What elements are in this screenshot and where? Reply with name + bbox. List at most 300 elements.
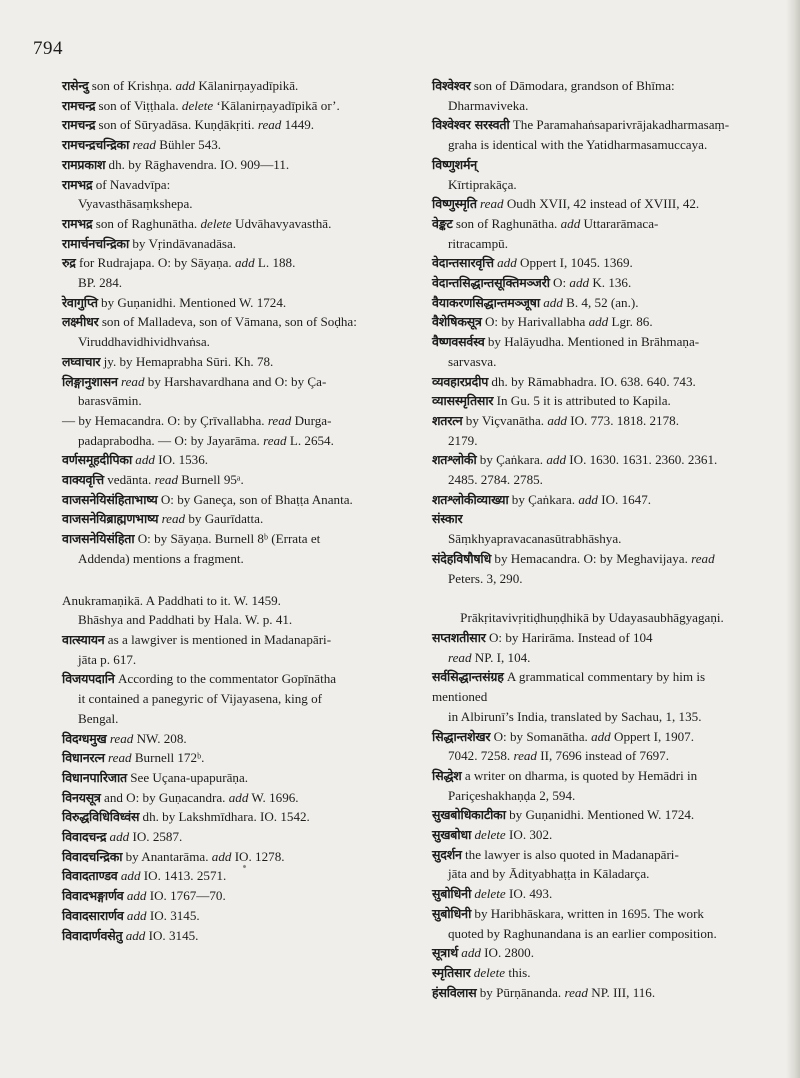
entry-continuation (432, 234, 752, 254)
entry-reference: 1449. (281, 117, 315, 133)
entry-reference: NP. III, 116. (587, 984, 656, 1000)
sanskrit-headword: रामचन्द्र (62, 97, 96, 113)
entry-text: as a lawgiver is mentioned in Madanapāri- (104, 631, 332, 647)
entry (62, 788, 380, 808)
entry (432, 76, 752, 115)
entry (62, 529, 380, 568)
entry-reference: IO. 3145. (146, 907, 200, 923)
entry-text: dh. by Lakshmīdhara. IO. 1542. (139, 809, 310, 825)
entry-continuation (432, 924, 752, 944)
entry (62, 372, 380, 411)
entry-continuation (432, 135, 752, 155)
entry-reference: Uttararāmaca- (580, 215, 659, 231)
entry (432, 608, 752, 628)
editorial-mark: add (234, 255, 255, 271)
entry-text: son of Malladeva, son of Vāmana, son of Soḍha: (98, 314, 357, 330)
entry (432, 549, 752, 588)
entry (432, 667, 752, 726)
sanskrit-headword: विवादभङ्गार्णव (62, 888, 124, 904)
sanskrit-headword: सर्वसिद्धान्तसंग्रह (432, 669, 504, 685)
sanskrit-headword: रासेन्दु (62, 78, 89, 93)
sanskrit-headword: लिङ्गानुशासन (62, 373, 118, 389)
sanskrit-headword: विश्वेश्वर सरस्वती (432, 117, 510, 133)
editorial-mark: add (211, 848, 232, 864)
sanskrit-headword: सूत्रार्थ (432, 945, 458, 961)
sanskrit-headword: विदग्धमुख (62, 730, 107, 746)
entry (62, 155, 380, 175)
editorial-mark: read (691, 550, 715, 566)
entry (62, 768, 380, 788)
entry-reference: IO. 773. 1818. 2178. (566, 412, 679, 428)
left-column-b-block (62, 591, 380, 946)
entry (62, 175, 380, 214)
sanskrit-headword: सप्तशतीसार (432, 629, 486, 645)
sanskrit-headword: लघ्वाचार (62, 353, 101, 369)
entry-continuation (62, 709, 380, 729)
entry (432, 214, 752, 253)
entry-continuation (432, 569, 752, 589)
entry-continuation (432, 96, 752, 116)
continuation-text: Dharmaviveka. (448, 97, 529, 113)
editorial-mark: read (267, 412, 292, 428)
editorial-mark: read (154, 472, 179, 488)
entry-reference: IO. 2587. (129, 829, 183, 845)
entry-continuation (432, 431, 752, 451)
sanskrit-headword: वाक्यवृत्ति (62, 472, 104, 488)
editorial-mark: add (578, 491, 598, 507)
sanskrit-headword: सुखबोधिकाटीका (432, 807, 506, 823)
entry-text: son of Sūryadāsa. Kuṇḍākṛiti. (95, 117, 258, 133)
entry (62, 729, 380, 749)
entry-text: dh. by Rāmabhadra. IO. 638. 640. 743. (488, 373, 696, 389)
editorial-mark: delete (474, 886, 506, 902)
sanskrit-headword: विवादचन्द्रिका (62, 848, 123, 864)
entry-reference: IO. 1278. (231, 848, 285, 864)
continuation-reference: II, 7696 instead of 7697. (536, 748, 669, 764)
sanskrit-headword: व्यासस्मृतिसार (432, 393, 494, 409)
entry (432, 115, 752, 154)
entry-text: by Hemacandra. O: by Meghavijaya. (491, 550, 692, 566)
editorial-mark: add (546, 452, 566, 468)
entry (62, 293, 380, 313)
editorial-mark: read (480, 196, 504, 212)
entry (432, 293, 752, 313)
entry-text: O: by Ganeça, son of Bhaṭṭa Ananta. (157, 491, 353, 507)
entry-text: son of Dāmodara, grandson of Bhīma: (470, 78, 675, 93)
entry-continuation (432, 175, 752, 195)
entry (62, 96, 380, 116)
entry (432, 825, 752, 845)
sanskrit-headword: विश्वेश्वर (432, 78, 471, 93)
sanskrit-headword: शतश्लोकीव्याख्या (432, 491, 509, 507)
continuation-text: sarvasva. (448, 353, 497, 369)
entry-reference: IO. 302. (505, 827, 553, 843)
continuation-text: Bhāshya and Paddhati by Hala. W. p. 41. (78, 612, 293, 628)
entry-text: son of Raghunātha. (452, 215, 561, 231)
continuation-text: Sāṃkhyapravacanasūtrabhāshya. (448, 531, 622, 547)
entry-reference: Oppert I, 1907. (610, 728, 694, 744)
entry-text: In Gu. 5 it is attributed to Kapila. (493, 393, 671, 409)
entry (432, 490, 752, 510)
entry-text: A grammatical commentary by him is mentioned (432, 669, 706, 705)
entry (62, 630, 380, 669)
entry-reference: IO. 3145. (145, 927, 199, 943)
continuation-text: jāta and by Ādityabhaṭṭa in Kāladarça. (448, 866, 650, 882)
entry-reference: Durga- (291, 412, 332, 428)
editorial-mark: delete (200, 215, 232, 231)
editorial-mark: add (175, 78, 196, 93)
sanskrit-headword: विष्णुस्मृति (432, 196, 477, 212)
continuation-text: NP. I, 104. (471, 649, 531, 665)
entry (432, 509, 752, 548)
continuation-reference: L. 2654. (286, 432, 334, 448)
editorial-mark: delete (473, 964, 506, 980)
entry-reference: Oppert I, 1045. 1369. (516, 255, 633, 271)
entry (432, 253, 752, 273)
editorial-mark: add (497, 255, 517, 271)
entry-text: son of Raghunātha. (92, 215, 201, 231)
editorial-mark: add (126, 888, 147, 904)
entry-continuation (432, 786, 752, 806)
editorial-mark: add (543, 294, 563, 310)
entry-text: O: by Harirāma. Instead of 104 (485, 629, 653, 645)
entry (62, 827, 380, 847)
right-column (432, 76, 752, 1002)
entry-text: son of Viṭṭhala. (95, 97, 182, 113)
sanskrit-headword: शतरत्न (432, 412, 463, 428)
sanskrit-headword: विष्णुशर्मन् (432, 156, 477, 172)
entry-text: by Pūrṇānanda. (476, 984, 565, 1000)
entry (62, 509, 380, 529)
entry-text: by Halāyudha. Mentioned in Brāhmaṇa- (484, 334, 700, 350)
entry-reference: Lgr. 86. (608, 314, 653, 330)
editorial-mark: add (109, 829, 130, 845)
entry-continuation (432, 648, 752, 668)
entry (62, 312, 380, 351)
continuation-text: Addenda) mentions a fragment. (78, 550, 244, 566)
page-edge-shadow (786, 0, 800, 1078)
entry (432, 194, 752, 214)
entry-text: Prākṛitavivṛitiḍhuṇḍhikā by Udayasaubhāgyagaṇi. (460, 610, 724, 626)
continuation-text: barasvāmin. (78, 393, 142, 409)
entry (432, 884, 752, 904)
editorial-mark: read (513, 748, 537, 764)
entry-text: — by Hemacandra. O: by Çrīvallabha. (62, 412, 268, 428)
entry (432, 450, 752, 489)
entry (62, 76, 380, 96)
entry-text: Anukramaṇikā. A Paddhati to it. W. 1459. (62, 592, 281, 608)
sanskrit-headword: सिद्धेश (432, 767, 462, 783)
entry-reference: ‘Kālanirṇayadīpikā or’. (213, 97, 340, 113)
entry (62, 352, 380, 372)
entry-reference: B. 4, 52 (an.). (562, 294, 639, 310)
editorial-mark: read (109, 730, 134, 746)
editorial-mark: read (257, 117, 282, 133)
entry (62, 234, 380, 254)
entry (62, 450, 380, 470)
entry (432, 273, 752, 293)
sanskrit-headword: विवादार्णवसेतु (62, 927, 123, 943)
entry-reference: IO. 493. (505, 886, 553, 902)
entry (432, 411, 752, 450)
continuation-text: 2485. 2784. 2785. (448, 472, 543, 488)
sanskrit-headword: लक्ष्मीधर (62, 314, 99, 330)
sanskrit-headword: विनयसूत्र (62, 789, 101, 805)
continuation-text: Pariçeshakhaṇḍa 2, 594. (448, 787, 576, 803)
entry (62, 886, 380, 906)
sanskrit-headword: विजयपदानि (62, 671, 115, 687)
editorial-mark: add (591, 728, 611, 744)
entry (432, 963, 752, 983)
entry-text: According to the commentator Gopīnātha (114, 671, 337, 687)
right-column-block (432, 76, 752, 588)
continuation-text: it contained a panegyric of Vijayasena, king of (78, 691, 323, 707)
sanskrit-headword: वेङ्कट (432, 215, 453, 231)
entry-text: by Viçvanātha. (462, 412, 548, 428)
entry-text: by Çaṅkara. (508, 491, 579, 507)
continuation-text: quoted by Raghunandana is an earlier composition. (448, 925, 717, 941)
editorial-mark: read (108, 750, 132, 766)
entry (62, 115, 380, 135)
editorial-mark: add (125, 927, 146, 943)
sanskrit-headword: विवादसारार्णव (62, 907, 124, 923)
entry (62, 748, 380, 768)
entry-reference: IO. 1767—70. (146, 888, 226, 904)
entry-reference: IO. 1536. (154, 452, 209, 468)
sanskrit-headword: वाजसनेयिसंहिताभाष्य (62, 491, 158, 507)
entry (432, 727, 752, 766)
entry (432, 372, 752, 392)
entry (432, 155, 752, 194)
entry (432, 904, 752, 943)
continuation-text: Peters. 3, 290. (448, 570, 523, 586)
sanskrit-headword: रुद्र (62, 255, 76, 271)
entry (432, 391, 752, 411)
entry (62, 807, 380, 827)
sanskrit-headword: रामचन्द्रचन्द्रिका (62, 137, 130, 153)
entry-text: by Guṇanidhi. Mentioned W. 1724. (505, 807, 695, 823)
continuation-text: padaprabodha. — O: by Jayarāma. (78, 432, 264, 448)
sanskrit-headword: विवादचन्द्र (62, 829, 107, 845)
right-column-b-block (432, 608, 752, 1002)
entry-reference: Burnell 95ᵃ. (178, 472, 244, 488)
entry-text: by Anantarāma. (122, 848, 212, 864)
entry-reference: Burnell 172ᵇ. (131, 750, 205, 766)
continuation-text: BP. 284. (78, 275, 123, 291)
editorial-mark: delete (474, 827, 506, 843)
entry-reference: Bühler 543. (155, 137, 222, 153)
entry-reference: IO. 2800. (480, 945, 535, 961)
entry-continuation (62, 650, 380, 670)
sanskrit-headword: वैशेषिकसूत्र (432, 314, 482, 330)
entry-reference: Udvāhavyavasthā. (231, 215, 332, 231)
editorial-mark: read (263, 432, 287, 448)
sanskrit-headword: शतश्लोकी (432, 452, 477, 468)
editorial-mark: read (121, 373, 145, 389)
sanskrit-headword: विधानरत्न (62, 750, 105, 766)
entry-text: by Çaṅkara. (476, 452, 547, 468)
entry (62, 906, 380, 926)
entry-text: O: by Harivallabha (481, 314, 589, 330)
entry (62, 411, 380, 450)
editorial-mark: add (228, 789, 249, 805)
entry (432, 628, 752, 667)
sanskrit-headword: वात्स्यायन (62, 631, 105, 647)
sanskrit-headword: रामार्चनचन्द्रिका (62, 235, 130, 251)
entry (432, 805, 752, 825)
entry-text: jy. by Hemaprabha Sūri. Kh. 78. (100, 353, 274, 369)
sanskrit-headword: विरुद्धविधिविध्वंस (62, 809, 140, 825)
sanskrit-headword: विवादताण्डव (62, 868, 118, 884)
editorial-mark: add (569, 275, 590, 291)
entry-continuation (62, 273, 380, 293)
sanskrit-headword: सुखबोधा (432, 827, 472, 843)
entry-text: See Uçana-upapurāṇa. (126, 769, 249, 785)
entry (62, 470, 380, 490)
continuation-text: 2179. (448, 432, 478, 448)
sanskrit-headword: हंसविलास (432, 984, 477, 1000)
entry-text: O: (549, 275, 570, 291)
entry-reference: this. (505, 964, 531, 980)
entry (432, 983, 752, 1003)
continuation-text: graha is identical with the Yatidharmasamuccaya. (448, 137, 708, 153)
entry-text: and O: by Guṇacandra. (100, 789, 229, 805)
entry-text: by Haribhāskara, written in 1695. The work (471, 905, 704, 921)
sanskrit-headword: रामभद्र (62, 215, 93, 231)
sanskrit-headword: वेदान्तसारवृत्ति (432, 255, 494, 271)
entry-continuation (62, 194, 380, 214)
entry-reference: IO. 1647. (597, 491, 652, 507)
entry-reference: IO. 1630. 1631. 2360. 2361. (565, 452, 718, 468)
entry-reference: Kālanirṇayadīpikā. (195, 78, 299, 93)
entry-text: for Rudrajapa. O: by Sāyaṇa. (75, 255, 235, 271)
entry-text: dh. by Rāghavendra. IO. 909—11. (105, 156, 290, 172)
sanskrit-headword: वेदान्तसिद्धान्तसूक्तिमञ्जरी (432, 275, 550, 291)
entry (432, 332, 752, 371)
entry (62, 253, 380, 292)
continuation-text: 7042. 7258. (448, 748, 514, 764)
entry-continuation (432, 707, 752, 727)
continuation-text: Vyavasthāsaṃkshepa. (78, 196, 193, 212)
entry-continuation (432, 864, 752, 884)
entry (432, 943, 752, 963)
entry-text: a writer on dharma, is quoted by Hemādri in (461, 767, 698, 783)
sanskrit-headword: सिद्धान्तशेखर (432, 728, 491, 744)
sanskrit-headword: वर्णसमूहदीपिका (62, 452, 133, 468)
entry-text: of Navadvīpa: (92, 176, 171, 192)
entry-text: vedānta. (103, 472, 155, 488)
entry-text: son of Krishṇa. (88, 78, 176, 93)
entry-text: by Guṇanidhi. Mentioned W. 1724. (97, 294, 287, 310)
entry-reference: Oudh XVII, 42 instead of XVIII, 42. (503, 196, 700, 212)
entry-continuation (432, 352, 752, 372)
entry (432, 312, 752, 332)
editorial-mark: add (120, 868, 141, 884)
entry-continuation (62, 332, 380, 352)
editorial-mark: read (132, 137, 156, 153)
entry (62, 669, 380, 728)
entry-reference: NW. 208. (133, 730, 187, 746)
editorial-mark: add (126, 907, 147, 923)
page-number: 794 (33, 38, 63, 59)
editorial-mark: read (161, 511, 186, 527)
entry (62, 926, 380, 946)
sanskrit-headword: रामभद्र (62, 176, 93, 192)
entry (62, 847, 380, 867)
sanskrit-headword: सुदर्शन (432, 846, 462, 862)
entry-text: O: by Sāyaṇa. Burnell 8ᵇ (Errata et (134, 531, 321, 547)
continuation-text: Bengal. (78, 710, 119, 726)
left-column-block (62, 76, 380, 569)
sanskrit-headword: संदेहविषौषधि (432, 550, 492, 566)
sanskrit-headword: रामप्रकाश (62, 156, 106, 172)
entry (432, 845, 752, 884)
entry-reference: by Gaurīdatta. (185, 511, 264, 527)
editorial-mark: add (560, 215, 581, 231)
continuation-text: Viruddhavidhividhvaṅsa. (78, 334, 210, 350)
continuation-text: in Albirunī’s India, translated by Sachau, 1, 135. (448, 708, 702, 724)
entry-text: the lawyer is also quoted in Madanapāri- (461, 846, 679, 862)
entry (62, 214, 380, 234)
entry (432, 766, 752, 805)
entry (62, 866, 380, 886)
sanskrit-headword: वैष्णवसर्वस्व (432, 334, 485, 350)
entry-continuation (62, 610, 380, 630)
entry-continuation (62, 689, 380, 709)
sanskrit-headword: सुबोधिनी (432, 886, 472, 902)
entry (62, 490, 380, 510)
left-column (62, 76, 380, 945)
entry-continuation (62, 431, 380, 451)
sanskrit-headword: वैयाकरणसिद्धान्तमञ्जूषा (432, 294, 540, 310)
entry-reference: by Harshavardhana and O: by Ça- (144, 373, 327, 389)
entry (62, 591, 380, 630)
editorial-mark: read (448, 649, 472, 665)
entry-reference: L. 188. (254, 255, 296, 271)
entry-continuation (432, 746, 752, 766)
sanskrit-headword: संस्कार (432, 511, 463, 527)
editorial-mark: add (135, 452, 155, 468)
entry-text: by Vṛindāvanadāsa. (129, 235, 237, 251)
continuation-text: Kīrtiprakāça. (448, 176, 517, 192)
entry-reference: K. 136. (589, 275, 632, 291)
editorial-mark: delete (181, 97, 214, 113)
sanskrit-headword: वाजसनेयिसंहिता (62, 531, 135, 547)
sanskrit-headword: रेवागुप्ति (62, 294, 98, 310)
entry-continuation (432, 470, 752, 490)
editorial-mark: add (547, 412, 567, 428)
entry-text: O: by Somanātha. (490, 728, 592, 744)
sanskrit-headword: रामचन्द्र (62, 117, 96, 133)
sanskrit-headword: विधानपारिजात (62, 769, 127, 785)
entry-reference: W. 1696. (248, 789, 299, 805)
editorial-mark: read (564, 984, 588, 1000)
sanskrit-headword: व्यवहारप्रदीप (432, 373, 489, 389)
sanskrit-headword: सुबोधिनी (432, 905, 472, 921)
continuation-text: ritracampū. (448, 235, 508, 251)
entry-text: The Paramahaṅsaparivrājakadharmasaṃ- (509, 117, 730, 133)
entry-reference: IO. 1413. 2571. (140, 868, 227, 884)
entry-continuation (62, 549, 380, 569)
entry (62, 135, 380, 155)
editorial-mark: add (588, 314, 609, 330)
sanskrit-headword: स्मृतिसार (432, 964, 471, 980)
entry-continuation (62, 391, 380, 411)
continuation-text: jāta p. 617. (78, 651, 137, 667)
editorial-mark: add (461, 945, 481, 961)
sanskrit-headword: वाजसनेयिब्राह्मणभाष्य (62, 511, 159, 527)
entry-continuation (432, 529, 752, 549)
